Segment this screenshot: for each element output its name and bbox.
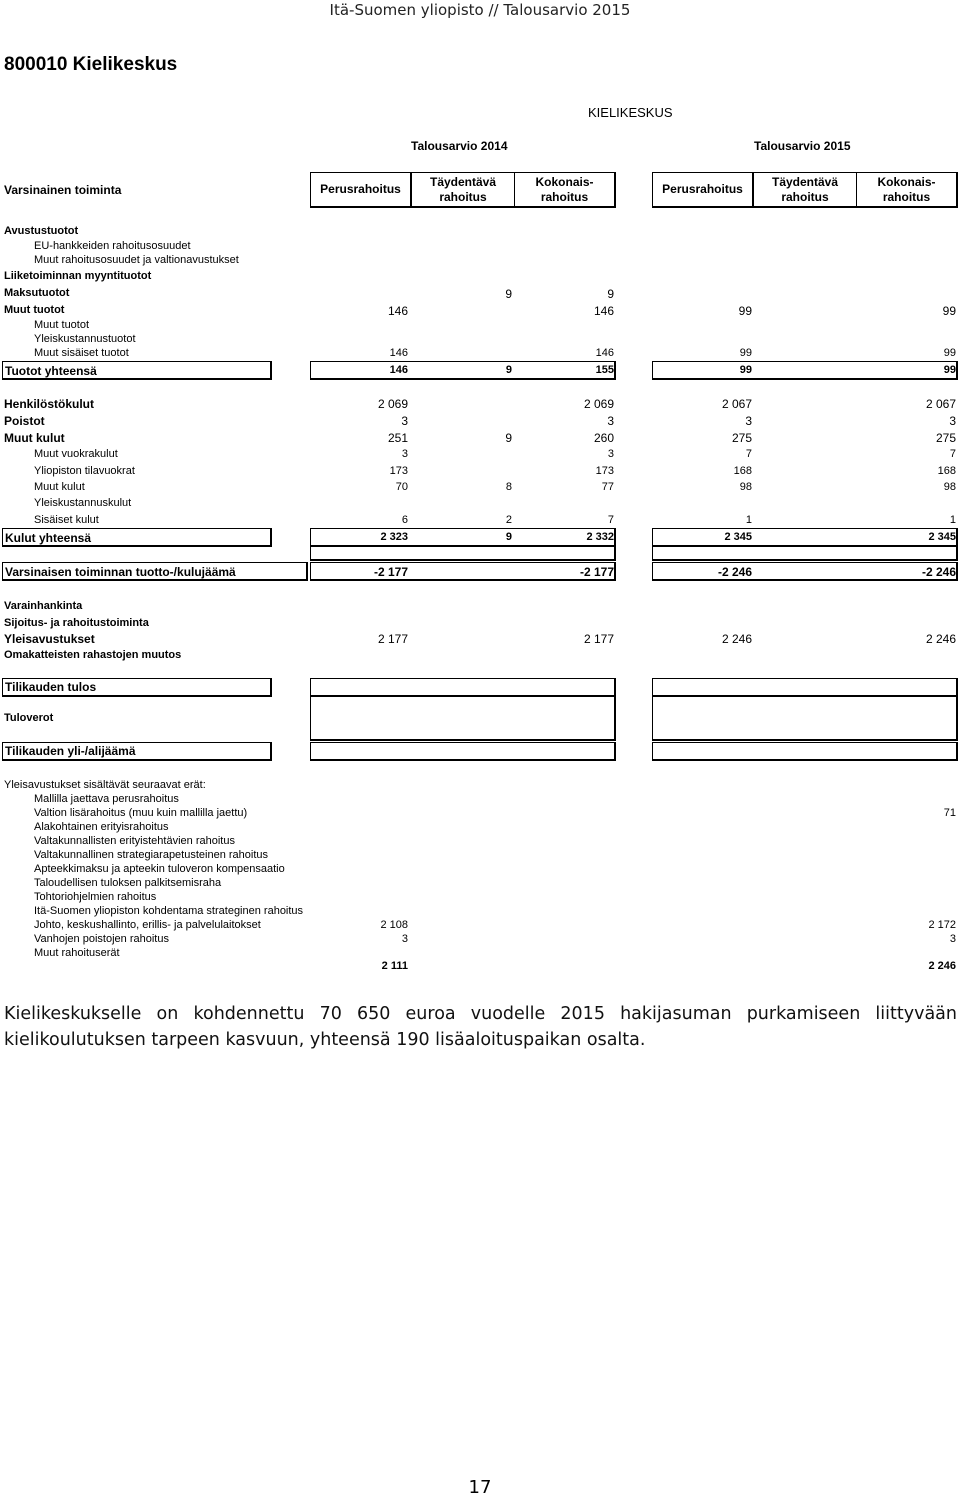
row-label: Muut kulut [4, 431, 65, 445]
row-label: Yleisavustukset [4, 632, 95, 646]
row-label: Valtakunnallisten erityistehtävien rahoitus [34, 835, 235, 847]
cell-value: 3 [607, 448, 614, 460]
row-label: Muut tuotot [4, 304, 65, 316]
cell-value: -2 177 [579, 565, 614, 579]
spacer-box [652, 697, 958, 741]
cell-value: 99 [738, 304, 752, 318]
row-label: Avustustuotot [4, 225, 79, 237]
cell-value: 99 [739, 364, 752, 376]
row-label: Apteekkimaksu ja apteekin tuloveron kompensaatio [34, 863, 285, 875]
jaama-box-2015 [652, 742, 958, 761]
cell-value: 3 [949, 933, 956, 945]
row-label: Sisäiset kulut [34, 514, 99, 526]
cell-value: 9 [505, 287, 512, 301]
cell-value: 3 [745, 414, 752, 428]
year-label-2014: Talousarvio 2014 [411, 139, 508, 153]
row-label: Sijoitus- ja rahoitustoiminta [4, 617, 149, 629]
row-label: Alakohtainen erityisrahoitus [34, 821, 169, 833]
row-label: Muut vuokrakulut [34, 448, 118, 460]
page-number: 17 [468, 1477, 492, 1497]
row-label: Omakatteisten rahastojen muutos [4, 649, 182, 661]
cell-value: 99 [943, 364, 956, 376]
row-label: Yleiskustannustuotot [34, 333, 136, 345]
cell-value: 146 [595, 347, 614, 359]
row-label: Muut tuotot [34, 319, 90, 331]
cell-value: 8 [505, 481, 512, 493]
cell-value: 2 067 [721, 397, 752, 411]
header-text: Kokonais- [877, 174, 936, 189]
header-text: rahoitus [540, 189, 589, 204]
cell-value: 9 [505, 364, 512, 376]
department-title: KIELIKESKUS [588, 105, 673, 120]
spacer-box [310, 697, 616, 741]
page-header: Itä-Suomen yliopisto // Talousarvio 2015 [329, 1, 631, 19]
year-label-2015: Talousarvio 2015 [754, 139, 851, 153]
row-label: Yleiskustannuskulut [34, 497, 132, 509]
row-label: EU-hankkeiden rahoitusosuudet [34, 240, 191, 252]
header-text: rahoitus [439, 189, 487, 204]
cell-value: 3 [949, 414, 956, 428]
explanatory-paragraph: Kielikeskukselle on kohdennettu 70 650 euroa vuodelle 2015 hakijasuman purkamiseen liittyvään kielikoulutuksen tarpeen kasvuun, yhteensä 190 lisäaloituspaikan osalta. [4, 1004, 957, 1050]
cell-value: 3 [401, 933, 408, 945]
cell-value: 2 246 [928, 960, 956, 972]
cell-value: 2 177 [377, 632, 408, 646]
cell-value: 275 [935, 431, 956, 445]
cell-value: 99 [739, 347, 752, 359]
row-label: Liiketoiminnan myyntituotot [4, 270, 152, 282]
spacer-box [652, 547, 958, 561]
header-text: Perusrahoitus [662, 182, 743, 196]
cell-value: 9 [505, 431, 512, 445]
row-label: Yliopiston tilavuokrat [34, 465, 135, 477]
cell-value: 3 [401, 448, 408, 460]
cell-value: 98 [943, 481, 956, 493]
row-label: Itä-Suomen yliopiston kohdentama strateginen rahoitus [34, 905, 304, 917]
cell-value: 173 [389, 465, 408, 477]
cell-value: 168 [733, 465, 752, 477]
cell-value: 146 [389, 347, 408, 359]
cell-value: 71 [943, 807, 956, 819]
cell-value: 3 [607, 414, 614, 428]
header-text: Täydentävä [429, 174, 497, 189]
cell-value: 99 [943, 347, 956, 359]
tulos-box-2014 [310, 678, 616, 697]
cell-value: 2 067 [925, 397, 956, 411]
row-label: Tilikauden tulos [5, 680, 97, 694]
row-label: Taloudellisen tuloksen palkitsemisraha [34, 877, 222, 889]
cell-value: 2 111 [381, 960, 408, 972]
column-header-perus-2014 [310, 172, 412, 208]
cell-value: -2 246 [921, 565, 956, 579]
cell-value: 9 [505, 531, 512, 543]
cell-value: 2 345 [928, 531, 956, 543]
row-label: Henkilöstökulut [4, 397, 95, 411]
cell-value: 146 [389, 364, 408, 376]
cell-value: 168 [937, 465, 956, 477]
header-text: rahoitus [781, 189, 829, 204]
cell-value: 1 [949, 514, 956, 526]
cell-value: 7 [607, 514, 614, 526]
cell-value: 3 [401, 414, 408, 428]
header-text: Perusrahoitus [320, 182, 401, 196]
cell-value: 1 [745, 514, 752, 526]
row-label: Johto, keskushallinto, erillis- ja palvelulaitokset [34, 919, 261, 931]
spacer-box [310, 547, 616, 561]
cell-value: 2 246 [721, 632, 752, 646]
row-label: Varainhankinta [4, 600, 83, 612]
document-title: 800010 Kielikeskus [4, 54, 178, 75]
jaama-box-2014 [310, 742, 616, 761]
header-text: rahoitus [882, 189, 931, 204]
row-label: Tilikauden yli-/alijäämä [5, 744, 136, 758]
row-label: Tuloverot [4, 712, 54, 724]
cell-value: 2 069 [583, 397, 614, 411]
cell-value: 9 [607, 287, 614, 301]
header-text: Kokonais- [535, 174, 594, 189]
row-label: Muut rahoituserät [34, 947, 120, 959]
row-label: Valtion lisärahoitus (muu kuin mallilla jaettu) [34, 807, 248, 819]
row-label: Muut sisäiset tuotot [34, 347, 129, 359]
cell-value: 251 [387, 431, 408, 445]
cell-value: 146 [593, 304, 614, 318]
cell-value: 99 [942, 304, 956, 318]
row-label: Mallilla jaettava perusrahoitus [34, 793, 179, 805]
cell-value: 77 [601, 481, 614, 493]
row-label: Maksutuotot [4, 287, 70, 299]
cell-value: 7 [949, 448, 956, 460]
cell-value: 2 069 [377, 397, 408, 411]
row-label: Tohtoriohjelmien rahoitus [34, 891, 157, 903]
cell-value: 2 345 [724, 531, 752, 543]
column-header-taydentava-2015 [754, 172, 856, 208]
cell-value: 260 [593, 431, 614, 445]
cell-value: 173 [595, 465, 614, 477]
cell-value: 2 172 [928, 919, 956, 931]
column-header-kokonais-2015 [856, 172, 958, 208]
column-header-label: Varsinainen toiminta [4, 182, 122, 197]
column-header-kokonais-2014 [514, 172, 616, 208]
row-label: Poistot [4, 414, 45, 428]
row-label: Tuotot yhteensä [5, 364, 97, 378]
row-label: Yleisavustukset sisältävät seuraavat erät: [4, 779, 206, 791]
row-label: Valtakunnallinen strategiarapetusteinen rahoitus [34, 849, 269, 861]
tulos-box-2015 [652, 678, 958, 697]
cell-value: 70 [395, 481, 408, 493]
cell-value: 2 332 [586, 531, 614, 543]
row-label: Kulut yhteensä [5, 531, 92, 545]
cell-value: 275 [731, 431, 752, 445]
cell-value: 2 177 [583, 632, 614, 646]
cell-value: -2 177 [373, 565, 408, 579]
row-label: Varsinaisen toiminnan tuotto-/kulujäämä [5, 565, 236, 579]
cell-value: 2 323 [380, 531, 408, 543]
row-label: Muut rahoitusosuudet ja valtionavustukset [34, 254, 239, 266]
cell-value: -2 246 [717, 565, 752, 579]
column-header-perus-2015 [652, 172, 754, 208]
cell-value: 146 [387, 304, 408, 318]
cell-value: 2 [505, 514, 512, 526]
row-label: Muut kulut [34, 481, 85, 493]
cell-value: 98 [739, 481, 752, 493]
cell-value: 2 108 [380, 919, 408, 931]
row-label: Vanhojen poistojen rahoitus [34, 933, 169, 945]
cell-value: 2 246 [925, 632, 956, 646]
column-header-taydentava-2014 [412, 172, 514, 208]
cell-value: 7 [745, 448, 752, 460]
header-text: Täydentävä [771, 174, 839, 189]
cell-value: 155 [595, 364, 614, 376]
cell-value: 6 [401, 514, 408, 526]
